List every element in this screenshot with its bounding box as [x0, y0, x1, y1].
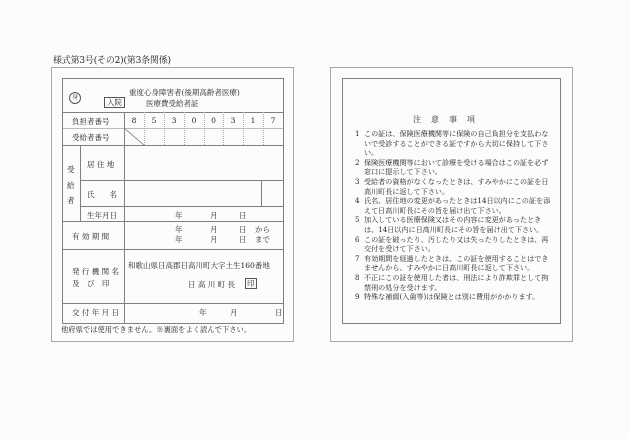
payer-digit: 8	[131, 116, 137, 125]
admission-badge: 入院	[104, 97, 125, 108]
validity-from-suffix: から	[255, 225, 270, 234]
note-item: 3 受給者の資格がなくなったときは、すみやかにこの証を日高川町長に返して下さい。	[355, 176, 549, 196]
birthdate-day: 日	[239, 211, 247, 220]
card-front	[51, 67, 294, 342]
notes-list	[355, 129, 551, 302]
payer-digit: 7	[270, 116, 276, 125]
validity-from-day: 日	[239, 225, 247, 234]
note-item: 8 不正にこの証を使用した者は、刑法により詐欺罪として拘禁刑の処分を受けます。	[355, 272, 549, 292]
address-label: 居 住 地	[87, 160, 115, 169]
note-item: 9 特殊な補綴(入歯等)は保険とは別に費用がかかります。	[355, 292, 540, 302]
validity-label: 有 効 期 間	[72, 232, 110, 241]
note-item: 7 有効期間を経過したときは、この証を使用することはできませんから、すみやかに日高川町長に返して下さい。	[355, 253, 549, 273]
card-title-line1: 重度心身障害者(後期高齢者医療)	[129, 88, 240, 97]
issuer-label-line2: 及 び 印	[72, 279, 110, 288]
front-table	[62, 78, 284, 324]
recipient-group-label-1: 受	[67, 165, 75, 174]
payer-digit: 3	[230, 116, 236, 125]
payer-number-digits	[124, 116, 283, 125]
validity-to-day: 日	[239, 235, 247, 244]
payer-digit: 3	[171, 116, 177, 125]
payer-digit: 0	[211, 116, 216, 125]
seal-box: 印	[247, 279, 255, 288]
birthdate-label: 生年月日	[87, 211, 117, 220]
card-back	[330, 67, 573, 342]
issuer-label-line1: 発 行 機 関 名	[72, 267, 120, 276]
card-title-line2: 医療費受給者証	[146, 99, 199, 108]
payer-digit: 5	[151, 116, 157, 125]
payer-number-label: 負担者番号	[72, 117, 110, 126]
footnote: 他府県では使用できません。※裏面をよく読んで下さい。	[61, 325, 252, 334]
note-item: 6 この証を破ったり、汚したり又は失ったりしたときは、再交付を受けて下さい。	[355, 234, 549, 254]
issue-date-year: 年	[199, 308, 207, 317]
diagonal-slash-icon	[124, 128, 144, 145]
issue-date-day: 日	[275, 308, 283, 317]
validity-from-year: 年	[175, 225, 183, 234]
issuer-address: 和歌山県日高郡日高川町大字土生160番地	[128, 261, 270, 270]
name-label: 氏 名	[87, 190, 117, 199]
birthdate-year: 年	[175, 211, 183, 220]
validity-from-month: 月	[210, 225, 218, 234]
circled-mark-icon: 身	[69, 92, 81, 104]
issue-date-month: 月	[230, 308, 238, 317]
note-item: 2 保険医療機関等において診療を受ける場合はこの証を必ず窓口に提示して下さい。	[355, 157, 549, 177]
payer-digit: 0	[191, 116, 197, 125]
validity-to-year: 年	[175, 235, 183, 244]
form-title: 様式第3号(その2)(第3条関係)	[53, 56, 171, 66]
notes-heading: 注 意 事 項	[413, 115, 476, 124]
note-item: 5 加入している医療保険又はその内容に変更があったときは、14日以内に日高川町長にその旨を届け出て下さい。	[355, 215, 544, 234]
recipient-group-label-2: 給	[67, 181, 75, 190]
recipient-group-label-3: 者	[67, 196, 75, 205]
issuer-name: 日 高 川 町 長	[188, 280, 236, 289]
validity-to-suffix: まで	[255, 235, 270, 244]
issue-date-label: 交 付 年 月 日	[72, 308, 120, 317]
note-item: 4 氏名、居住地の変更があったときは14日以内にこの証を添えて日高川町長にその旨を届け出て下さい。	[355, 196, 551, 215]
birthdate-month: 月	[210, 211, 218, 220]
payer-digit: 1	[250, 116, 256, 125]
notes-panel	[342, 78, 561, 324]
note-item: 1 この証は、保険医療機関等に保険の自己負担分を支払わないで受診することができる証ですから大切に保持して下さい。	[355, 129, 549, 158]
validity-to-month: 月	[210, 235, 218, 244]
recipient-number-label: 受給者番号	[72, 133, 110, 142]
